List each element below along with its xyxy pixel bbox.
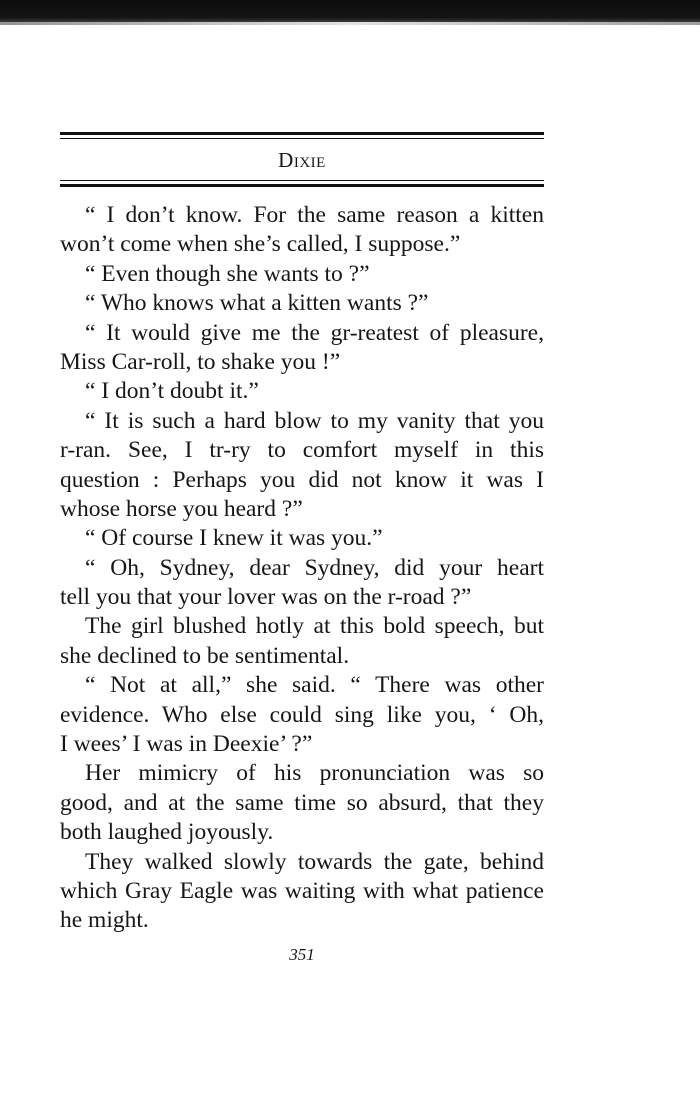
- text-line: “ It would give me the gr-reatest of pleasure,: [85, 319, 544, 346]
- text-line: good, and at the same time so absurd, that they: [60, 789, 544, 816]
- text-line: tell you that your lover was on the r-road ?”: [60, 584, 472, 611]
- text-line: which Gray Eagle was waiting with what patience: [60, 877, 544, 904]
- text-line: “ I don’t know. For the same reason a kitten: [85, 202, 544, 228]
- text-line: both laughed joyously.: [60, 819, 274, 846]
- text-line: “ Even though she wants to ?”: [85, 260, 370, 287]
- text-line: “ It is such a hard blow to my vanity that you: [85, 407, 544, 434]
- text-line: Miss Car-roll, to shake you !”: [60, 348, 341, 375]
- text-line: “ I don’t doubt it.”: [85, 378, 259, 405]
- text-line: r-ran. See, I tr-ry to comfort myself in this: [60, 437, 544, 464]
- text-line: “ Who knows what a kitten wants ?”: [85, 290, 429, 317]
- text-line: evidence. Who else could sing like you, ‘ Oh,: [60, 701, 544, 728]
- text-line: I wees’ I was in Deexie’ ?”: [60, 731, 313, 758]
- header-rule-bottom: [60, 180, 544, 187]
- text-line: Her mimicry of his pronunciation was so: [85, 760, 544, 787]
- text-line: “ Of course I knew it was you.”: [85, 525, 383, 552]
- text-line: he might.: [60, 907, 149, 934]
- text-line: They walked slowly towards the gate, behind: [85, 848, 544, 875]
- text-line: “ Not at all,” she said. “ There was other: [85, 672, 544, 699]
- text-line: whose horse you heard ?”: [60, 495, 303, 522]
- text-line: she declined to be sentimental.: [60, 642, 350, 669]
- body-text: [60, 201, 544, 936]
- page-number: 351: [289, 945, 315, 964]
- text-line: question : Perhaps you did not know it was I: [60, 466, 544, 493]
- running-head: Dixie: [278, 148, 326, 172]
- text-line: won’t come when she’s called, I suppose.”: [60, 231, 461, 258]
- text-line: The girl blushed hotly at this bold speech, but: [85, 613, 544, 640]
- page-top-shadow: [0, 0, 700, 22]
- text-line: “ Oh, Sydney, dear Sydney, did your heart: [85, 554, 544, 581]
- header-rule-top: [60, 132, 544, 139]
